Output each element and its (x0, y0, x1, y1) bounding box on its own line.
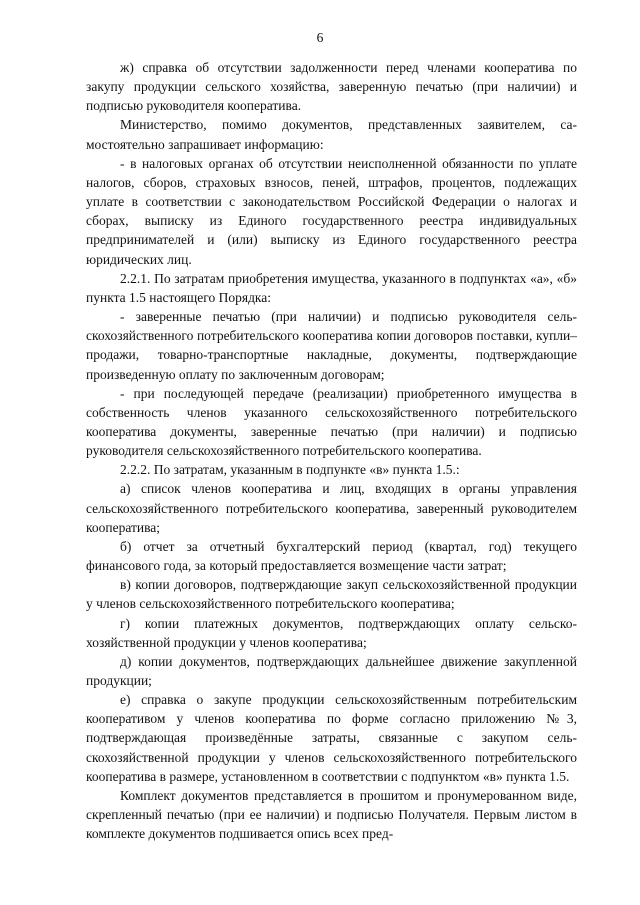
list-item-g: г) копии платежных документов, подтверждающих оплату сельскохозяйственной продукции у членов кооператива; (86, 615, 577, 650)
paragraph-2-2-2-heading: 2.2.2. По затратам, указанным в подпункте «в» пункта 1.5.: (120, 462, 460, 478)
paragraph-tax-authorities: - в налоговых органах об отсутствии неисполненной обязанности по уплате налогов, сборов, страховых взносов, пеней, штрафов, процентов, подлежащих уплате в соответствии с законодательством Российской Федерации о налогах и сборах, выписку из Единого государственного реестра индивидуальных предпринимателей и (или) выписку из Единого государственного реестра юридических лиц. (86, 155, 577, 267)
paragraph-2-2-1-heading: 2.2.1. По затратам приобретения имущества, указанного в подпунктах «а», «б» пункта 1.5 настоящего Порядка: (86, 270, 577, 305)
list-item-b: б) отчет за отчетный бухгалтерский период (квартал, год) текущего финансового года, за который предоставляется возмещение части затрат; (86, 538, 577, 574)
paragraph-document-set: Комплект документов представляется в прошитом и пронумерованном виде, скрепленный печатью (при ее наличии) и подписью Получателя. Первым листом в комплекте документов подшивается опись всех пред- (86, 787, 577, 842)
list-item-e: е) справка о закупе продукции сельскохозяйственным потребительским кооперативом у членов кооператива по форме согласно приложению №3, подтверждающая произведённые затраты, связанные с закупом сельскохозяйственной продукции у членов сельскохозяйственного потребительского кооператива в размере, установленном в соответствии с подпунктом «в» пункта 1.5. (86, 692, 577, 784)
list-item-a: а) список членов кооператива и лиц, входящих в органы управления сельскохозяйственного потребительского кооператива, заверенный руководителем кооператива; (86, 481, 577, 535)
page-number: 6 (316, 30, 324, 45)
list-item-v: в) копии договоров, подтверждающие закуп сельскохозяйственной продукции у членов сельскохозяйственного потребительского кооператива; (86, 577, 577, 612)
paragraph-certificate-no-debt: ж) справка об отсутствии задолженности перед членами кооператива по закупу продукции сельского хозяйства, заверенную печатью (при наличии) и подписью руководителя кооператива. (86, 60, 577, 114)
paragraph-ministry-requests: Министерство, помимо документов, представленных заявителем, самостоятельно запрашивает информацию: (86, 117, 577, 152)
paragraph-certified-contracts: - заверенные печатью (при наличии) и подписью руководителя сельскохозяйственного потребительского кооператива копии договоров поставки, купли–продажи, товарно-транспортные накладные, документы, подтверждающие произведенную оплату по заключенным договорам; (86, 309, 577, 382)
document-body (86, 58, 577, 843)
list-item-d: д) копии документов, подтверждающих дальнейшее движение закупленной продукции; (86, 653, 577, 688)
paragraph-transfer-documents: - при последующей передаче (реализации) приобретенного имущества в собственность членов указанного сельскохозяйственного потребительского кооператива документы, заверенные печатью (при наличии) и подписью руководителя сельскохозяйственного потребительского кооператива. (86, 385, 577, 459)
